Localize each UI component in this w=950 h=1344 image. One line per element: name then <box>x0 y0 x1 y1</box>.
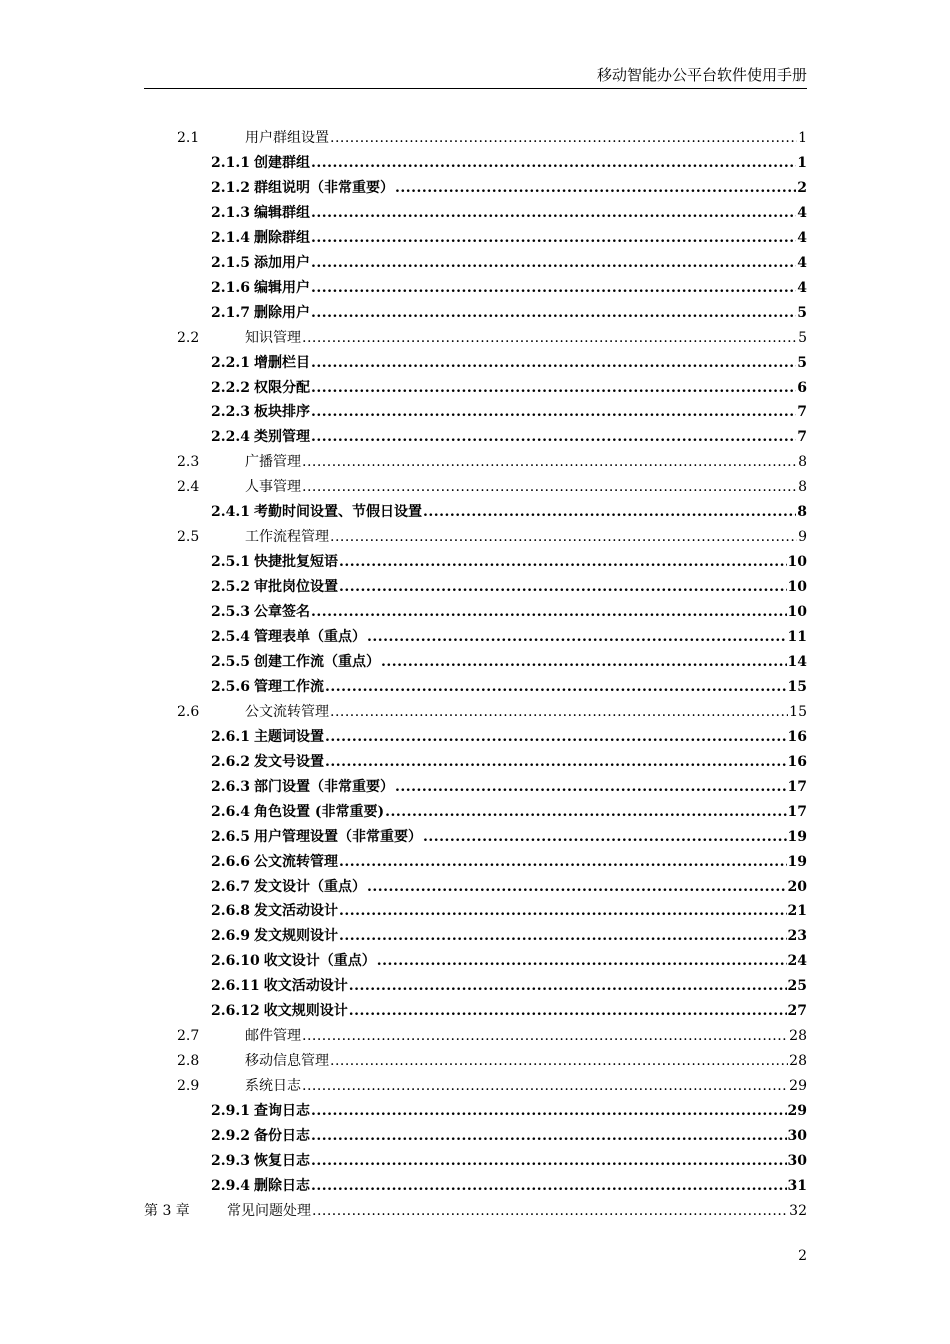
toc-entry-title: 审批岗位设置 <box>253 579 338 596</box>
toc-leader-dots <box>330 127 797 149</box>
toc-entry-number: 2.6.10 <box>211 953 260 970</box>
toc-leader-dots <box>312 1200 788 1222</box>
toc-entry-number: 2.1.3 <box>211 204 250 221</box>
page-number: 2 <box>798 1248 807 1264</box>
toc-entry-number: 2.5.2 <box>211 579 250 596</box>
toc-entry-title: 移动信息管理 <box>245 1053 329 1070</box>
toc-entry-number: 2.5 <box>177 529 200 546</box>
toc-leader-dots <box>311 1100 787 1122</box>
toc-leader-dots <box>311 426 796 448</box>
toc-entry-title: 板块排序 <box>253 404 310 421</box>
toc-entry-title: 删除群组 <box>253 229 310 246</box>
toc-entry-page: 16 <box>787 753 807 770</box>
toc-entry-number: 2.5.3 <box>211 604 250 621</box>
toc-entry-page: 10 <box>787 579 807 596</box>
toc-leader-dots <box>423 826 787 848</box>
toc-entry-title: 广播管理 <box>245 454 301 471</box>
toc-entry[interactable] <box>177 476 807 498</box>
toc-entry-number: 2.6.11 <box>211 978 260 995</box>
toc-entry-page: 32 <box>789 1202 807 1219</box>
toc-leader-dots <box>339 576 787 598</box>
toc-leader-dots <box>311 252 796 274</box>
toc-entry[interactable] <box>211 876 807 898</box>
toc-entry-title: 群组说明（非常重要） <box>253 179 394 196</box>
toc-entry-number: 2.4 <box>177 479 200 496</box>
toc-entry[interactable] <box>211 501 807 523</box>
toc-entry-page: 21 <box>787 903 807 920</box>
toc-entry-title: 公文流转管理 <box>253 853 338 870</box>
toc-entry-page: 31 <box>787 1177 807 1194</box>
toc-entry-page: 4 <box>797 229 807 246</box>
toc-entry[interactable] <box>211 426 807 448</box>
toc-entry-title: 创建群组 <box>253 154 310 171</box>
toc-entry-page: 20 <box>787 878 807 895</box>
toc-entry-page: 6 <box>797 379 807 396</box>
toc-entry-title: 公文流转管理 <box>245 703 329 720</box>
toc-entry-title: 编辑用户 <box>253 279 310 296</box>
toc-entry-page: 15 <box>789 703 807 720</box>
toc-entry-number: 2.6.1 <box>211 728 250 745</box>
toc-leader-dots <box>330 701 788 723</box>
toc-leader-dots <box>311 377 796 399</box>
toc-entry-number: 2.6.9 <box>211 928 250 945</box>
toc-leader-dots <box>395 177 796 199</box>
toc-entry[interactable] <box>177 327 807 349</box>
toc-entry-number: 2.4.1 <box>211 504 250 521</box>
toc-entry-page: 1 <box>797 154 807 171</box>
toc-leader-dots <box>311 202 796 224</box>
toc-entry-number: 2.6.7 <box>211 878 250 895</box>
toc-entry-title: 创建工作流（重点） <box>253 653 380 670</box>
toc-entry[interactable] <box>211 826 807 848</box>
toc-entry-title: 发文设计（重点） <box>253 878 366 895</box>
toc-entry-number: 2.2 <box>177 329 200 346</box>
toc-entry[interactable] <box>211 1150 807 1172</box>
toc-entry[interactable] <box>177 451 807 473</box>
toc-entry[interactable] <box>177 127 807 149</box>
toc-leader-dots <box>349 975 787 997</box>
toc-entry-title: 发文活动设计 <box>253 903 338 920</box>
toc-entry-page: 11 <box>787 629 807 645</box>
toc-entry-title: 邮件管理 <box>245 1028 301 1045</box>
toc-entry[interactable] <box>211 950 807 972</box>
toc-entry-title: 主题词设置 <box>253 728 324 745</box>
toc-entry[interactable] <box>211 401 807 423</box>
toc-entry-title: 人事管理 <box>245 479 301 496</box>
toc-entry-page: 9 <box>798 529 807 546</box>
toc-entry-title: 收文规则设计 <box>263 1003 348 1020</box>
toc-entry-title: 知识管理 <box>245 329 301 346</box>
toc-leader-dots <box>330 1050 788 1072</box>
toc-entry[interactable] <box>177 1050 807 1072</box>
toc-leader-dots <box>302 476 797 498</box>
toc-entry[interactable] <box>211 751 807 773</box>
toc-entry-number: 2.1 <box>177 130 200 146</box>
toc-leader-dots <box>311 277 796 299</box>
toc-leader-dots <box>311 227 796 249</box>
toc-entry-page: 14 <box>787 653 807 670</box>
toc-entry-number: 2.1.4 <box>211 229 250 246</box>
toc-entry-number: 2.1.2 <box>211 179 250 196</box>
toc-entry[interactable] <box>211 227 807 249</box>
toc-entry-number: 2.9.3 <box>211 1152 250 1169</box>
toc-entry[interactable] <box>177 1025 807 1047</box>
toc-entry-title: 收文活动设计 <box>263 978 348 995</box>
toc-leader-dots <box>385 801 786 823</box>
toc-entry[interactable] <box>211 651 807 673</box>
toc-entry-number: 2.9.4 <box>211 1177 250 1194</box>
toc-entry-number: 2.8 <box>177 1053 200 1070</box>
toc-leader-dots <box>377 950 787 972</box>
toc-entry[interactable] <box>177 1075 807 1097</box>
toc-entry[interactable] <box>211 676 807 698</box>
toc-leader-dots <box>311 401 796 423</box>
toc-entry-number: 2.2.1 <box>211 354 250 371</box>
toc-entry-number: 2.6.8 <box>211 903 250 920</box>
toc-entry[interactable] <box>211 252 807 274</box>
toc-entry[interactable] <box>211 202 807 224</box>
toc-leader-dots <box>330 526 797 548</box>
toc-entry[interactable] <box>211 801 807 823</box>
toc-entry[interactable] <box>211 576 807 598</box>
toc-leader-dots <box>302 1075 788 1097</box>
toc-entry[interactable] <box>211 1100 807 1122</box>
toc-entry-number: 2.2.4 <box>211 429 250 446</box>
toc-entry-title: 删除日志 <box>253 1177 310 1194</box>
toc-entry-page: 17 <box>787 803 807 820</box>
toc-leader-dots <box>339 851 787 873</box>
toc-entry-number: 2.6.4 <box>211 803 250 820</box>
toc-leader-dots <box>339 925 787 947</box>
toc-entry-title: 权限分配 <box>253 379 310 396</box>
toc-entry-number: 2.5.6 <box>211 678 250 695</box>
toc-entry-title: 系统日志 <box>245 1078 301 1095</box>
toc-entry-page: 10 <box>787 604 807 621</box>
toc-leader-dots <box>302 1025 788 1047</box>
toc-leader-dots <box>381 651 787 673</box>
toc-leader-dots <box>311 1150 787 1172</box>
toc-entry[interactable] <box>211 177 807 199</box>
toc-entry-title: 用户管理设置（非常重要） <box>253 828 422 845</box>
toc-entry-number: 2.5.5 <box>211 653 250 670</box>
toc-entry[interactable] <box>211 277 807 299</box>
toc-entry-number: 2.5.1 <box>211 554 250 571</box>
toc-entry-page: 19 <box>787 828 807 845</box>
toc-entry-title: 用户群组设置 <box>245 130 329 146</box>
toc-entry-title: 类别管理 <box>253 429 310 446</box>
toc-entry-number: 2.7 <box>177 1028 200 1045</box>
toc-entry-page: 5 <box>797 304 807 321</box>
toc-entry-page: 25 <box>787 978 807 995</box>
toc-entry-page: 1 <box>798 130 807 146</box>
toc-entry-number: 2.2.3 <box>211 404 250 421</box>
toc-entry-page: 19 <box>787 853 807 870</box>
toc-entry-page: 5 <box>798 329 807 346</box>
toc-entry-title: 收文设计（重点） <box>263 953 376 970</box>
toc-entry-title: 快捷批复短语 <box>253 554 338 571</box>
toc-leader-dots <box>423 501 796 523</box>
toc-entry-page: 27 <box>787 1003 807 1020</box>
toc-entry-number: 2.5.4 <box>211 629 250 645</box>
toc-entry[interactable] <box>211 352 807 374</box>
toc-entry-title: 增删栏目 <box>253 354 310 371</box>
toc-entry[interactable] <box>211 377 807 399</box>
toc-leader-dots <box>311 352 796 374</box>
toc-entry-page: 8 <box>797 504 807 521</box>
toc-entry-number: 2.2.2 <box>211 379 250 396</box>
toc-leader-dots <box>325 726 787 748</box>
toc-entry-title: 工作流程管理 <box>245 529 329 546</box>
toc-entry[interactable] <box>144 1200 807 1222</box>
toc-entry-title: 查询日志 <box>253 1103 310 1120</box>
toc-entry-page: 29 <box>789 1078 807 1095</box>
toc-entry[interactable] <box>177 701 807 723</box>
toc-leader-dots <box>339 551 787 573</box>
document-title: 移动智能办公平台软件使用手册 <box>596 66 807 84</box>
toc-leader-dots <box>311 152 796 174</box>
toc-entry-number: 2.6.12 <box>211 1003 260 1020</box>
toc-entry-number: 2.1.5 <box>211 254 250 271</box>
toc-entry-number: 2.3 <box>177 454 200 471</box>
toc-entry[interactable] <box>177 526 807 548</box>
toc-entry-title: 发文号设置 <box>253 753 324 770</box>
toc-leader-dots <box>311 601 787 623</box>
toc-entry-page: 5 <box>797 354 807 371</box>
toc-leader-dots <box>311 302 796 324</box>
toc-leader-dots <box>325 676 787 698</box>
toc-entry[interactable] <box>211 900 807 922</box>
toc-entry[interactable] <box>211 851 807 873</box>
toc-entry-number: 2.1.6 <box>211 279 250 296</box>
toc-entry[interactable] <box>211 626 807 648</box>
toc-entry-page: 2 <box>797 179 807 196</box>
toc-entry[interactable] <box>211 776 807 798</box>
toc-entry-number: 2.1.1 <box>211 154 250 171</box>
toc-entry-page: 8 <box>798 454 807 471</box>
toc-entry[interactable] <box>211 601 807 623</box>
toc-entry-title: 管理表单（重点） <box>253 629 366 645</box>
toc-entry-title: 恢复日志 <box>253 1152 310 1169</box>
toc-entry[interactable] <box>211 726 807 748</box>
toc-entry-number: 2.9 <box>177 1078 200 1095</box>
toc-leader-dots <box>302 327 797 349</box>
toc-entry-title: 发文规则设计 <box>253 928 338 945</box>
toc-entry-page: 28 <box>789 1053 807 1070</box>
toc-entry-page: 16 <box>787 728 807 745</box>
toc-entry-title: 编辑群组 <box>253 204 310 221</box>
toc-entry-page: 4 <box>797 254 807 271</box>
toc-entry-number: 2.6.2 <box>211 753 250 770</box>
toc-entry-number: 2.6.5 <box>211 828 250 845</box>
toc-entry-page: 28 <box>789 1028 807 1045</box>
toc-entry-number: 2.9.2 <box>211 1128 250 1144</box>
toc-leader-dots <box>339 900 787 922</box>
toc-entry-number: 2.9.1 <box>211 1103 250 1120</box>
toc-entry-page: 23 <box>787 928 807 945</box>
toc-entry[interactable] <box>211 925 807 947</box>
toc-entry-page: 7 <box>797 404 807 421</box>
toc-entry-title: 添加用户 <box>253 254 310 271</box>
toc-entry-title: 角色设置 (非常重要) <box>253 803 385 820</box>
toc-entry[interactable] <box>211 975 807 997</box>
toc-entry-title: 公章签名 <box>253 604 310 621</box>
toc-entry[interactable] <box>211 1175 807 1197</box>
toc-entry[interactable] <box>211 152 807 174</box>
toc-entry-page: 30 <box>787 1128 807 1144</box>
toc-entry-page: 8 <box>798 479 807 496</box>
toc-entry-page: 30 <box>787 1152 807 1169</box>
toc-entry-number: 2.1.7 <box>211 304 250 321</box>
page-header <box>144 64 807 89</box>
toc-entry-page: 7 <box>797 429 807 446</box>
toc-entry-number: 2.6 <box>177 703 200 720</box>
toc-entry-page: 4 <box>797 204 807 221</box>
toc-entry-page: 17 <box>787 778 807 795</box>
toc-entry[interactable] <box>211 302 807 324</box>
toc-leader-dots <box>311 1125 787 1147</box>
toc-entry-title: 常见问题处理 <box>227 1202 311 1219</box>
toc-entry-title: 部门设置（非常重要） <box>253 778 394 795</box>
toc-entry[interactable] <box>211 1125 807 1147</box>
toc-entry-page: 29 <box>787 1103 807 1120</box>
toc-leader-dots <box>325 751 787 773</box>
toc-leader-dots <box>349 1000 787 1022</box>
toc-leader-dots <box>395 776 787 798</box>
toc-leader-dots <box>311 1175 787 1197</box>
toc-entry-number: 2.6.3 <box>211 778 250 795</box>
toc-entry-title: 备份日志 <box>253 1128 310 1144</box>
toc-entry-page: 24 <box>787 953 807 970</box>
toc-entry-number: 2.6.6 <box>211 853 250 870</box>
toc-entry-title: 管理工作流 <box>253 678 324 695</box>
toc-entry-page: 15 <box>787 678 807 695</box>
toc-entry[interactable] <box>211 1000 807 1022</box>
toc-leader-dots <box>367 626 787 648</box>
toc-entry-number: 第 3 章 <box>144 1202 190 1219</box>
toc-leader-dots <box>367 876 787 898</box>
toc-entry[interactable] <box>211 551 807 573</box>
toc-entry-page: 10 <box>787 554 807 571</box>
toc-entry-page: 4 <box>797 279 807 296</box>
toc-entry-title: 删除用户 <box>253 304 310 321</box>
toc-leader-dots <box>302 451 797 473</box>
toc-entry-title: 考勤时间设置、节假日设置 <box>253 504 422 521</box>
